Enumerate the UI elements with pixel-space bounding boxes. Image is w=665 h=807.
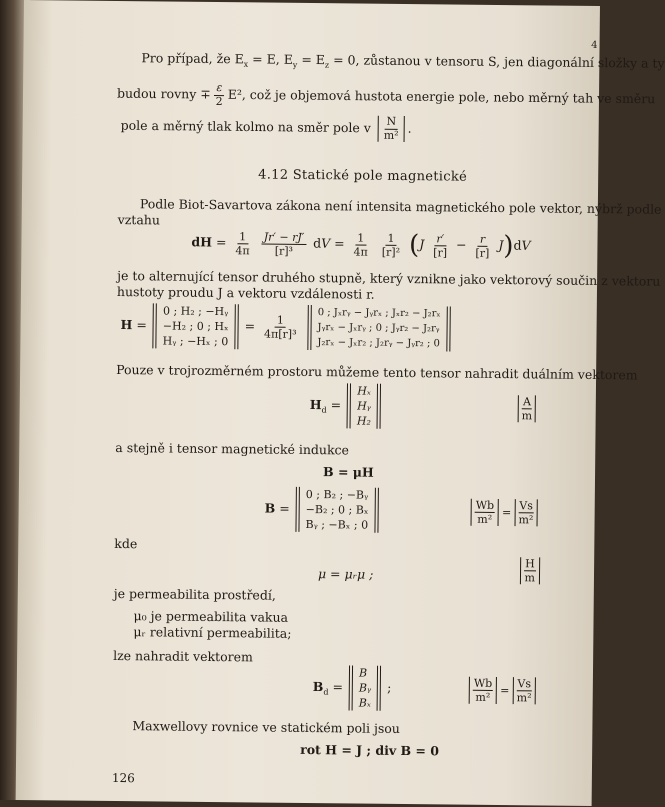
equation-H-matrix: H = 0 ; H₂ ; −Hᵧ −H₂ ; 0 ; Hₓ Hᵧ ; −Hₓ ; 0 = $\frac{1}{\text{4π[r]³}}$ 0 ; Jₓrᵧ − Jᵧrₓ ; Jₓr₂ − J₂rₓ Jᵧrₓ − Jₓrᵧ ; 0 ; Jᵧr₂ − J₂rᵧ J₂rₓ − Jₓr₂ ; J₂rᵧ − Jᵧr₂ ; 0: [120, 303, 452, 351]
vector-Bd: B Bᵧ Bₓ: [347, 665, 384, 710]
paragraph-tensor-cont: hustoty proudu J a vektoru vzdálenosti r.: [116, 283, 375, 302]
equation-B-muH: B = μH: [322, 464, 374, 480]
section-heading: 4.12 Statické pole magnetické: [258, 167, 468, 185]
matrix-B: 0 ; B₂ ; −Bᵧ −B₂ ; 0 ; Bₓ Bᵧ ; −Bₓ ; 0: [293, 487, 380, 533]
paragraph-dual: Pouze v trojrozměrném prostoru můžeme tento tensor nahradit duálním vektorem: [116, 361, 638, 383]
equation-Hd: $H_d$ = Hₓ Hᵧ H₂: [310, 383, 384, 429]
unit-A-per-m: A m: [518, 395, 537, 422]
equation-B-matrix: B = 0 ; B₂ ; −Bᵧ −B₂ ; 0 ; Bₓ Bᵧ ; −Bₓ ; 0: [264, 487, 380, 533]
paragraph-permeability: je permeabilita prostředí,: [113, 585, 276, 603]
paragraph-biot-savart: Podle Biot-Savartova zákona není intensita magnetického pole vektor, nýbrž podle: [139, 196, 662, 217]
intro-line-1: Pro případ, že $E_x = E$, $E_y = E_z = 0$, zůstanou v tensoru S, jen diagonální složky a ty: [141, 50, 665, 71]
paragraph-induction: a stejně i tensor magnetické indukce: [115, 439, 350, 458]
paragraph-maxwell: Maxwellovy rovnice ve statickém poli jsou: [132, 718, 400, 736]
def-mur: μᵣ relativní permeabilita;: [133, 624, 292, 641]
unit-Wb-Vs: $\frac{Wb}{\text{m²}}$ = $\frac{Vs}{\text{m²}}$: [471, 499, 538, 527]
book-page: [16, 0, 665, 806]
intro-line-2: budou rovny ∓ $\frac{\varepsilon}{2}$ E², což je objemová hustota energie pole, nebo měrný tah ve směru: [116, 81, 656, 108]
equation-maxwell: rot H = J ; div B = 0: [300, 741, 440, 759]
vector-Hd: Hₓ Hᵧ H₂: [345, 383, 383, 428]
paragraph-biot-savart-cont: vztahu: [117, 211, 161, 228]
matrix-H: 0 ; H₂ ; −Hᵧ −H₂ ; 0 ; Hₓ Hᵧ ; −Hₓ ; 0: [151, 303, 241, 349]
equation-dH: dH = $\frac{1}{4\pi}$ $\frac{Jr' - rJ'}{\text{[r]³}}$ dV = $\frac{1}{4\pi}$ $\frac{1}{\text{[r]²}}$ (J $\frac{r'}{[r]}$ − $\frac{r}{[r]}$ J)dV: [191, 229, 531, 262]
unit-Wb-Vs-2: $\frac{Wb}{\text{m²}}$ = $\frac{Vs}{\text{m²}}$: [469, 677, 536, 705]
intro-line-3: pole a měrný tlak kolmo na směr pole v $\frac{N}{\text{m²}}$ .: [120, 114, 412, 142]
matrix-J-r: 0 ; Jₓrᵧ − Jᵧrₓ ; Jₓr₂ − J₂rₓ Jᵧrₓ − Jₓrᵧ ; 0 ; Jᵧr₂ − J₂rᵧ J₂rₓ − Jₓr₂ ; J₂rᵧ − Jᵧr₂ ; 0: [305, 305, 452, 352]
word-kde: kde: [114, 535, 138, 552]
equation-Bd: $B_d$ = B Bᵧ Bₓ ;: [312, 666, 392, 710]
page-number: 126: [111, 770, 135, 786]
unit-H-per-m: H m: [520, 557, 540, 584]
def-mu0: μ₀ je permeabilita vakua: [133, 608, 289, 625]
paragraph-vector: lze nahradit vektorem: [113, 647, 253, 665]
page-edge-mark: 4: [591, 39, 598, 52]
equation-mu: μ = μᵣμ ;: [317, 566, 374, 582]
paragraph-tensor: je to alternující tensor druhého stupně, který vznikne jako vektorový součin z vektoru: [117, 267, 661, 289]
